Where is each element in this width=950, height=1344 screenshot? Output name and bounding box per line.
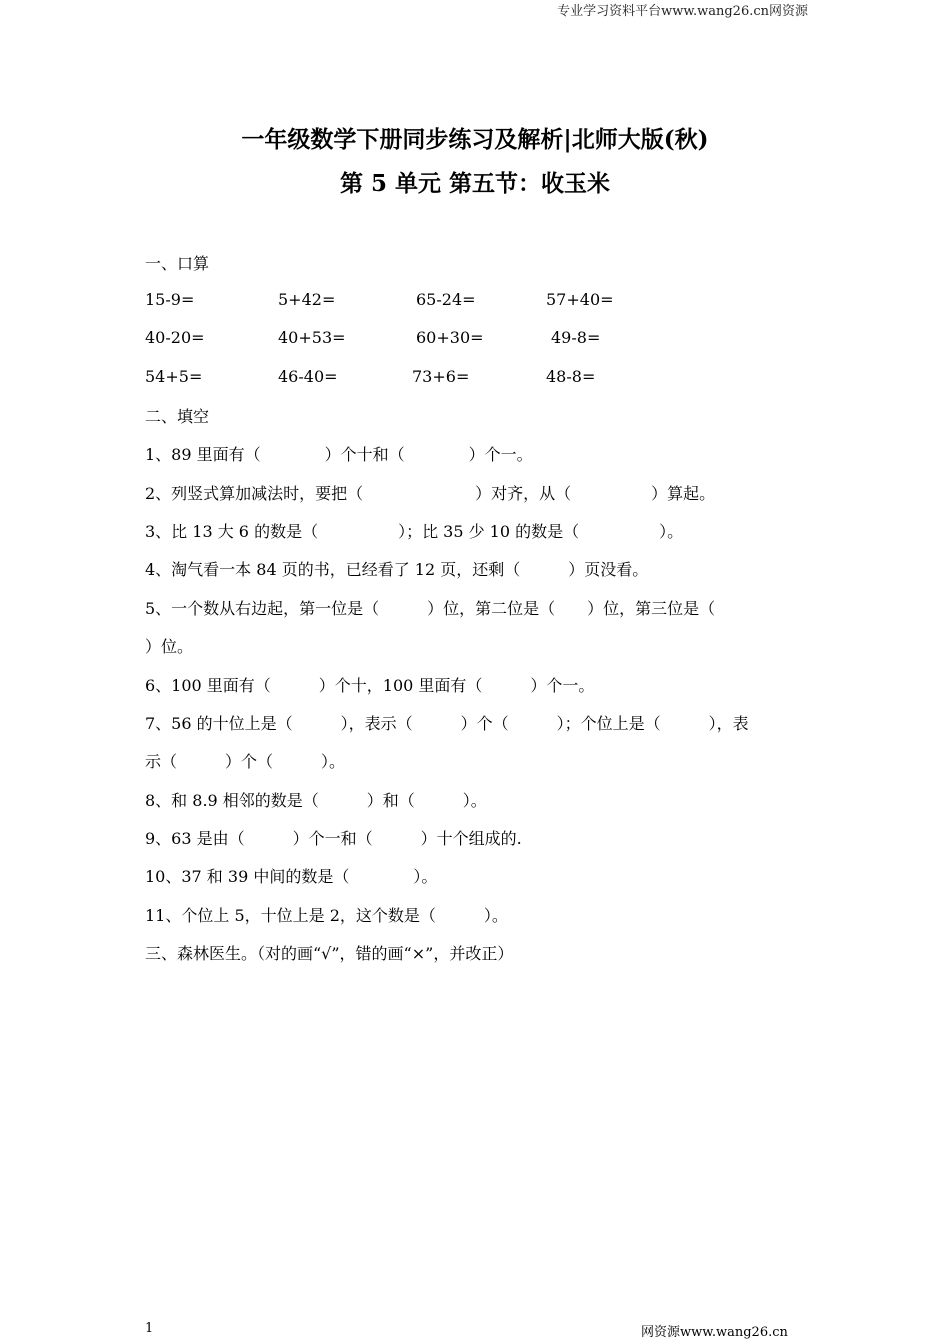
problem: 5+42=	[278, 290, 336, 309]
question: 9、63 是由（ ）个一和（ ）十个组成的.	[145, 829, 522, 848]
section-heading-oral: 一、口算	[145, 254, 210, 273]
page-subtitle: 第 5 单元 第五节：收玉米	[339, 170, 611, 197]
page-title: 一年级数学下册同步练习及解析|北师大版(秋)	[241, 126, 709, 153]
section-heading-doctor: 三、森林医生。（对的画“√”，错的画“×”，并改正）	[145, 944, 514, 963]
question: 10、37 和 39 中间的数是（ ）。	[145, 867, 438, 886]
problem: 46-40=	[278, 367, 338, 386]
problem: 15-9=	[145, 290, 195, 309]
question: 4、淘气看一本 84 页的书，已经看了 12 页，还剩（ ）页没看。	[145, 560, 649, 579]
header-source: 专业学习资料平台www.wang26.cn网资源	[557, 4, 808, 19]
problem: 54+5=	[145, 367, 203, 386]
problem: 40+53=	[278, 328, 346, 347]
question: 5、一个数从右边起，第一位是（ ）位，第二位是（ ）位，第三位是（	[145, 599, 716, 618]
problem: 48-8=	[546, 367, 596, 386]
section-heading-fill: 二、填空	[145, 407, 210, 426]
question: 3、比 13 大 6 的数是（ ）；比 35 少 10 的数是（ ）。	[145, 522, 684, 541]
footer-source: 网资源www.wang26.cn	[641, 1325, 788, 1340]
question: 11、个位上 5，十位上是 2，这个数是（ ）。	[145, 906, 508, 925]
problem: 40-20=	[145, 328, 205, 347]
question: 7、56 的十位上是（ ），表示（ ）个（ ）；个位上是（ ），表	[145, 714, 749, 733]
page-number: 1	[145, 1321, 154, 1336]
question: 6、100 里面有（ ）个十，100 里面有（ ）个一。	[145, 676, 595, 695]
question: 2、列竖式算加减法时，要把（ ）对齐，从（ ）算起。	[145, 484, 716, 503]
question-continued: ）位。	[145, 637, 194, 656]
question: 1、89 里面有（ ）个十和（ ）个一。	[145, 445, 533, 464]
question: 8、和 8.9 相邻的数是（ ）和（ ）。	[145, 791, 487, 810]
problem: 60+30=	[416, 328, 484, 347]
problem: 65-24=	[416, 290, 476, 309]
question-continued: 示（ ）个（ ）。	[145, 752, 346, 771]
problem: 73+6=	[412, 367, 470, 386]
problem: 49-8=	[551, 328, 601, 347]
problem: 57+40=	[546, 290, 614, 309]
